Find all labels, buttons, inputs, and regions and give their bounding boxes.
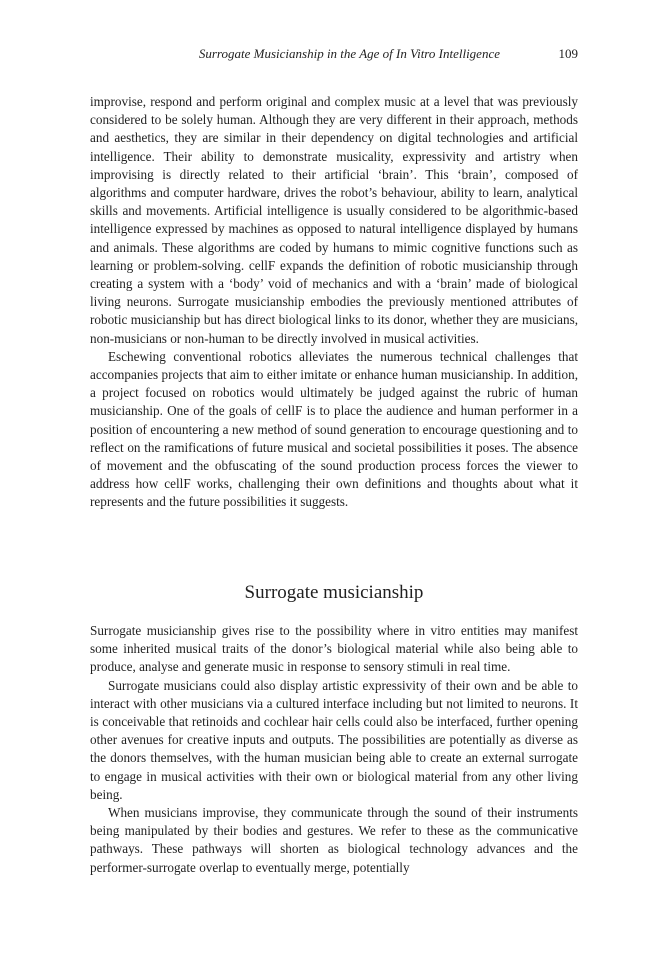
paragraph: When musicians improvise, they communicate through the sound of their instruments being manipulated by their bodies and gestures. We refer to these as the communicative pathways. These pathways will shorten as biological technology advances and the performer-surrogate overlap to eventually merge, potentially [90,805,578,875]
paragraph: Surrogate musicianship gives rise to the possibility where in vitro entities may manifest some inherited musical traits of the donor’s biological material while also being able to produce, analyse and generate music in response to sensory stimuli in real time. [90,623,578,675]
page-number: 109 [558,46,578,61]
paragraph: Eschewing conventional robotics alleviates the numerous technical challenges that accompanies projects that aim to either imitate or enhance human musicianship. In addition, a project focused on robotics would ultimately be judged against the rubric of human musicianship. One of the goals of cellF is to place the audience and human performer in a position of encountering a new method of sound generation to encourage questioning and to reflect on the ramifications of future musical and societal possibilities it poses. The absence of movement and the obfuscating of the sound production process forces the viewer to address how cellF works, challenging their own definitions and thoughts about what it represents and the future possibilities it suggests. [90,348,578,510]
paragraph: Surrogate musicians could also display artistic expressivity of their own and be able to interact with other musicians via a cultured interface including but not limited to neurons. It is conceivable that retinoids and cochlear hair cells could also be interfaced, further opening other avenues for creative inputs and outputs. The possibilities are potentially as diverse as the donors themselves, with the human musician being able to create an external surrogate to engage in musical activities with their own or biological material from any other living being. [90,677,578,802]
body-text-top [90,93,578,512]
section-heading: Surrogate musicianship [244,582,424,603]
paragraph: improvise, respond and perform original and complex music at a level that was previously considered to be solely human. Although they are very different in their approach, methods and aesthetics, they are similar in their dependency on digital technologies and artificial intelligence. Their ability to demonstrate musicality, expressivity and artistry when improvising is directly related to their artificial ‘brain’. This ‘brain’, composed of algorithms and computer hardware, drives the robot’s behaviour, ability to learn, analytical skills and movements. Artificial intelligence is usually considered to be algorithmic-based intelligence expressed by machines as opposed to natural intelligence displayed by humans and animals. These algorithms are coded by humans to mimic cognitive functions such as learning or problem-solving. cellF expands the definition of robotic musicianship through creating a system with a ‘body’ void of mechanics and with a ‘brain’ made of biological living neurons. Surrogate musicianship embodies the previously mentioned attributes of robotic musicianship but has direct biological links to its donor, whether they are musicians, non-musicians or non-human to be directly involved in musical activities. [90,94,578,346]
body-text-bottom [90,622,578,877]
running-title: Surrogate Musicianship in the Age of In Vitro Intelligence [198,46,500,61]
running-header [90,46,578,66]
